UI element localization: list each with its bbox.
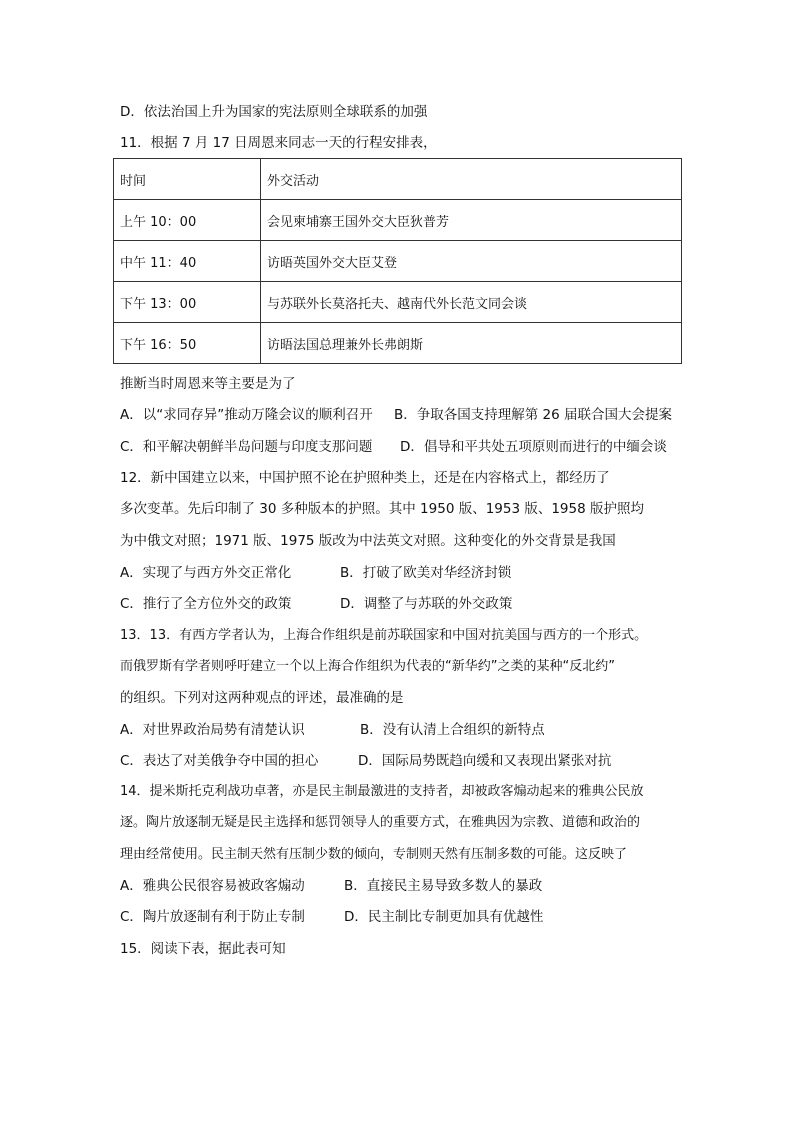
q11-options-ab	[120, 405, 690, 427]
q12-options-cd	[120, 594, 690, 616]
table-header-row	[114, 159, 682, 200]
q10-option-d: D．依法治国上升为国家的宪法原则全球联系的加强	[120, 104, 428, 120]
q13-stem-line1: 13．13．有西方学者认为，上海合作组织是前苏联国家和中国对抗美国与西方的一个形式。	[120, 628, 648, 643]
table-cell-activity: 访晤法国总理兼外长弗朗斯	[261, 323, 682, 364]
table-cell-time: 下午 16：50	[114, 323, 261, 364]
q12-option-d: D．调整了与苏联的外交政策	[340, 596, 513, 612]
q11-option-b: B．争取各国支持理解第 26 届联合国大会提案	[394, 407, 673, 423]
table-cell-activity: 与苏联外长莫洛托夫、越南代外长范文同会谈	[261, 282, 682, 323]
table-row	[114, 282, 682, 323]
q14-stem-line1: 14．提米斯托克利战功卓著，亦是民主制最激进的支持者，却被政客煽动起来的雅典公民放	[120, 784, 644, 799]
q11-option-d: D．倡导和平共处五项原则而进行的中缅会谈	[400, 439, 667, 455]
q13-stem-line2: 而俄罗斯有学者则呼吁建立一个以上海合作组织为代表的“新华约”之类的某种“反北约”	[120, 659, 615, 674]
table-cell-activity: 会见柬埔寨王国外交大臣狄普芳	[261, 200, 682, 241]
q12-option-b: B．打破了欧美对华经济封锁	[340, 565, 512, 581]
q12-stem-line2: 多次变革。先后印制了 30 多种版本的护照。其中 1950 版、1953 版、1958 版护照均	[120, 501, 644, 517]
table-row	[114, 241, 682, 282]
q14-option-b: B．直接民主易导致多数人的暴政	[344, 878, 543, 894]
q11-option-a: A．以“求同存异”推动万隆会议的顺利召开	[120, 407, 373, 423]
table-header-cell: 外交活动	[261, 159, 682, 200]
q14-option-d: D．民主制比专制更加具有优越性	[344, 909, 544, 925]
q11-stem: 11．根据 7 月 17 日周恩来同志一天的行程安排表，	[120, 135, 437, 151]
q13-stem-line3: 的组织。下列对这两种观点的评述，最准确的是	[120, 690, 404, 706]
q15-stem: 15．阅读下表，据此表可知	[120, 941, 286, 957]
q12-stem-line3: 为中俄文对照；1971 版、1975 版改为中法英文对照。这种变化的外交背景是我国	[120, 533, 616, 549]
q14-stem-line2: 逐。陶片放逐制无疑是民主选择和惩罚领导人的重要方式，在雅典因为宗教、道德和政治的	[120, 815, 641, 830]
q13-option-d: D．国际局势既趋向缓和又表现出紧张对抗	[358, 753, 612, 769]
q11-question: 推断当时周恩来等主要是为了	[120, 376, 296, 392]
q13-option-c: C．表达了对美俄争夺中国的担心	[120, 753, 319, 769]
q14-options-ab	[120, 876, 690, 898]
table-row	[114, 323, 682, 364]
q11-options-cd	[120, 437, 690, 459]
q14-option-a: A．雅典公民很容易被政客煽动	[120, 878, 305, 894]
q13-options-ab	[120, 720, 690, 742]
q12-option-a: A．实现了与西方外交正常化	[120, 565, 292, 581]
table-cell-time: 下午 13：00	[114, 282, 261, 323]
q12-options-ab	[120, 563, 690, 585]
itinerary-table	[113, 158, 682, 364]
table-header-cell: 时间	[114, 159, 261, 200]
q14-options-cd	[120, 907, 690, 929]
q13-option-b: B．没有认清上合组织的新特点	[360, 722, 545, 738]
table-cell-time: 上午 10：00	[114, 200, 261, 241]
q12-option-c: C．推行了全方位外交的政策	[120, 596, 292, 612]
q13-option-a: A．对世界政治局势有清楚认识	[120, 722, 305, 738]
table-row	[114, 200, 682, 241]
q12-stem-line1: 12．新中国建立以来，中国护照不论在护照种类上，还是在内容格式上，都经历了	[120, 470, 610, 486]
q14-stem-line3: 理由经常使用。民主制天然有压制少数的倾向，专制则天然有压制多数的可能。这反映了	[120, 847, 628, 862]
table-cell-activity: 访晤英国外交大臣艾登	[261, 241, 682, 282]
q13-options-cd	[120, 751, 690, 773]
q11-option-c: C．和平解决朝鲜半岛问题与印度支那问题	[120, 439, 373, 455]
q14-option-c: C．陶片放逐制有利于防止专制	[120, 909, 305, 925]
table-cell-time: 中午 11：40	[114, 241, 261, 282]
